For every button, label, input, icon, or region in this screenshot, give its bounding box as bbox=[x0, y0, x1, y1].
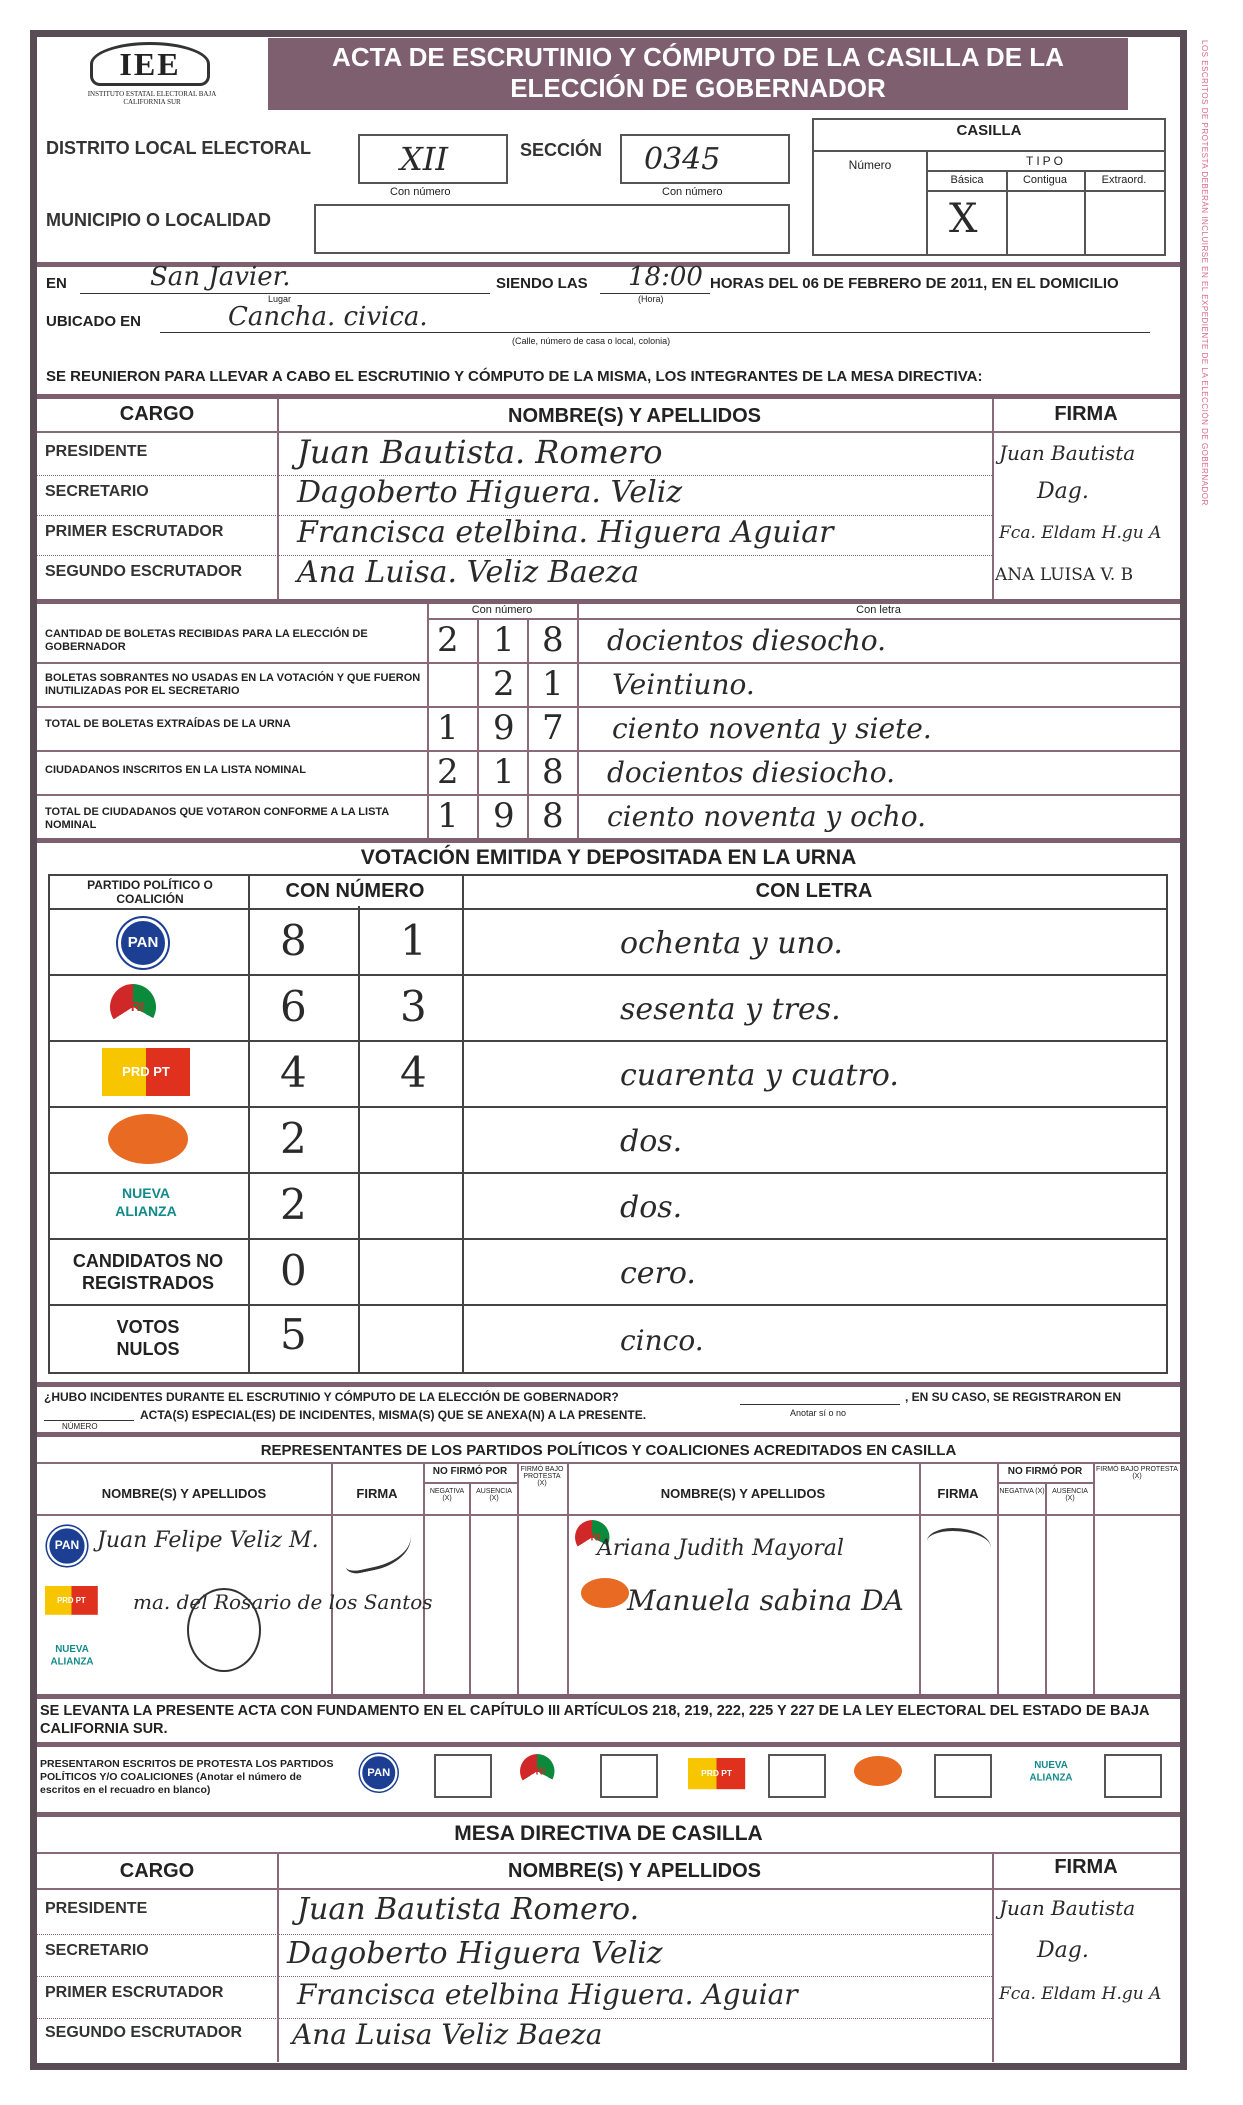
rep-nombre[interactable]: Juan Felipe Veliz M. bbox=[97, 1528, 319, 1553]
vote-d1[interactable]: 2 bbox=[280, 1180, 307, 1229]
count-letra[interactable]: ciento noventa y siete. bbox=[612, 712, 932, 745]
tipo-v2 bbox=[1084, 170, 1086, 254]
casilla-numero: Número bbox=[848, 158, 892, 172]
protesta-box-nueva-alianza[interactable] bbox=[1104, 1754, 1162, 1798]
official-cargo: PRIMER ESCRUTADOR bbox=[45, 523, 224, 540]
mesa-row bbox=[37, 1890, 1180, 1932]
rep-nombre[interactable]: Manuela sabina DA bbox=[627, 1584, 904, 1617]
en-label: EN bbox=[46, 275, 67, 292]
reps-nofirmo-right: NO FIRMÓ POR bbox=[1007, 1466, 1083, 1477]
vote-d2[interactable]: 3 bbox=[400, 982, 427, 1031]
officials-cargo-header: CARGO bbox=[119, 403, 195, 425]
counts-numero-header: Con número bbox=[471, 604, 533, 616]
nueva-alianza-logo-icon: NUEVA ALIANZA bbox=[115, 1185, 177, 1219]
mesa-nombre[interactable]: Juan Bautista Romero. bbox=[297, 1892, 640, 1927]
count-row bbox=[37, 662, 1180, 706]
district-sub: Con número bbox=[390, 186, 451, 198]
votes-party-header: PARTIDO POLÍTICO O COALICIÓN bbox=[87, 878, 213, 906]
pri-logo-icon: PRI bbox=[575, 1520, 610, 1555]
count-label: CIUDADANOS INSCRITOS EN LA LISTA NOMINAL bbox=[45, 764, 306, 776]
rep-nombre[interactable]: ma. del Rosario de los Santos bbox=[133, 1590, 433, 1614]
mesa-table bbox=[37, 1852, 1180, 2062]
reps-protesta-left: FIRMÓ BAJO PROTESTA (X) bbox=[520, 1466, 564, 1487]
mesa-nombre[interactable]: Ana Luisa Veliz Baeza bbox=[292, 2018, 603, 2051]
vote-d1[interactable]: 6 bbox=[280, 982, 307, 1031]
count-label: TOTAL DE BOLETAS EXTRAÍDAS DE LA URNA bbox=[45, 718, 291, 730]
counts-letra-header: Con letra bbox=[856, 604, 901, 616]
count-letra[interactable]: Veintiuno. bbox=[612, 668, 755, 701]
vote-letra[interactable]: cuarenta y cuatro. bbox=[620, 1058, 899, 1093]
official-row bbox=[37, 555, 1180, 595]
count-row bbox=[37, 750, 1180, 794]
vote-row bbox=[50, 976, 1166, 1040]
count-d1[interactable]: 2 bbox=[437, 752, 459, 792]
section-label: SECCIÓN bbox=[520, 140, 603, 160]
casilla-box bbox=[812, 118, 1166, 256]
reps-protesta-right: FIRMÓ BAJO PROTESTA (X) bbox=[1096, 1466, 1178, 1480]
vote-row bbox=[50, 1042, 1166, 1106]
reps-negativa-right: NEGATIVA (X) bbox=[999, 1488, 1045, 1495]
band-7 bbox=[37, 1694, 1180, 1699]
count-row bbox=[37, 618, 1180, 662]
reps-nombre-header-right: NOMBRE(S) Y APELLIDOS bbox=[660, 1486, 826, 1501]
pri-logo-icon: PRI bbox=[520, 1754, 555, 1789]
reps-nofirmo-line-left bbox=[423, 1482, 517, 1484]
section-field[interactable] bbox=[620, 134, 790, 184]
band-6 bbox=[37, 1432, 1180, 1437]
official-nombre[interactable]: Ana Luisa. Veliz Baeza bbox=[297, 555, 640, 590]
horas-text: HORAS DEL 06 DE FEBRERO DE 2011, EN EL DOMICILIO bbox=[710, 275, 1119, 292]
protesta-box-pri[interactable] bbox=[600, 1754, 658, 1798]
incidents-question: ¿HUBO INCIDENTES DURANTE EL ESCRUTINIO Y CÓMPUTO DE LA ELECCIÓN DE GOBERNADOR? bbox=[44, 1390, 619, 1404]
reps-ausencia-right: AUSENCIA (X) bbox=[1052, 1488, 1088, 1502]
count-row bbox=[37, 706, 1180, 750]
nueva-alianza-logo-icon: NUEVA ALIANZA bbox=[50, 1642, 94, 1667]
reps-hline-head bbox=[37, 1514, 1180, 1516]
mesa-row bbox=[37, 1976, 1180, 2018]
reunion-text: SE REUNIERON PARA LLEVAR A CABO EL ESCRUTINIO Y CÓMPUTO DE LA MISMA, LOS INTEGRANTES DE LA MESA DIRECTIVA: bbox=[46, 368, 983, 385]
lugar-sub: Lugar bbox=[268, 294, 292, 304]
ubicado-label: UBICADO EN bbox=[46, 313, 142, 330]
official-firma[interactable]: ANA LUISA V. B bbox=[995, 565, 1134, 585]
tipo-divider2 bbox=[928, 190, 1164, 192]
logo-text: IEE bbox=[119, 46, 181, 82]
logo-subtitle: INSTITUTO ESTATAL ELECTORAL BAJA CALIFORNIA SUR bbox=[87, 90, 217, 106]
vote-d1[interactable]: 0 bbox=[280, 1246, 307, 1295]
protesta-box-convergencia[interactable] bbox=[934, 1754, 992, 1798]
mesa-nombre[interactable]: Francisca etelbina Higuera. Aguiar bbox=[297, 1978, 798, 2011]
official-firma[interactable]: Juan Bautista bbox=[999, 441, 1136, 465]
pri-logo-icon: PRI bbox=[110, 984, 156, 1030]
incidents-numero: NÚMERO bbox=[62, 1422, 98, 1431]
pan-logo-icon: PAN bbox=[118, 918, 168, 968]
count-letra[interactable]: ciento noventa y ocho. bbox=[607, 800, 926, 833]
mesa-nombre[interactable]: Dagoberto Higuera Veliz bbox=[287, 1936, 663, 1971]
ubicado-underline bbox=[160, 332, 1150, 333]
basica-mark[interactable]: X bbox=[949, 196, 978, 242]
protesta-text: PRESENTARON ESCRITOS DE PROTESTA LOS PARTIDOS POLÍTICOS Y/O COALICIONES (Anotar el número de escritos en el recuadro en blanco) bbox=[40, 1758, 334, 1796]
tipo-v1 bbox=[1006, 170, 1008, 254]
casilla-extraord: Extraord. bbox=[1101, 174, 1147, 186]
rep-row bbox=[37, 1518, 567, 1576]
hora-sub: (Hora) bbox=[638, 294, 664, 304]
official-cargo: PRESIDENTE bbox=[45, 443, 148, 460]
officials-table bbox=[37, 399, 1180, 599]
reps-firma-header-left: FIRMA bbox=[356, 1486, 398, 1501]
count-d3[interactable]: 8 bbox=[542, 752, 564, 792]
band-5 bbox=[37, 1382, 1180, 1387]
count-d2[interactable]: 1 bbox=[493, 752, 515, 792]
official-firma[interactable]: Fca. Eldam H.gu A bbox=[999, 523, 1162, 543]
mesa-title: MESA DIRECTIVA DE CASILLA bbox=[454, 1822, 763, 1845]
convergencia-logo-icon bbox=[854, 1756, 902, 1789]
vote-letra[interactable]: ochenta y uno. bbox=[620, 926, 843, 961]
mesa-cargo: PRIMER ESCRUTADOR bbox=[45, 1984, 224, 2001]
vote-party-label: CANDIDATOS NO REGISTRADOS bbox=[72, 1251, 224, 1293]
count-letra[interactable]: docientos diesocho. bbox=[607, 624, 887, 657]
mesa-firma-header: FIRMA bbox=[1054, 1856, 1118, 1878]
protesta-row bbox=[352, 1750, 1172, 1806]
vote-row bbox=[50, 1108, 1166, 1172]
vote-row bbox=[50, 1240, 1166, 1304]
count-label: CANTIDAD DE BOLETAS RECIBIDAS PARA LA ELECCIÓN DE GOBERNADOR bbox=[45, 628, 368, 653]
hora-value: 18:00 bbox=[628, 262, 703, 292]
count-d3[interactable]: 8 bbox=[542, 796, 564, 836]
vote-row bbox=[50, 1174, 1166, 1238]
reps-nofirmo-left: NO FIRMÓ POR bbox=[432, 1466, 508, 1477]
rep-row bbox=[567, 1518, 1180, 1576]
rep-row bbox=[567, 1576, 1180, 1634]
mesa-row bbox=[37, 2018, 1180, 2058]
convergencia-logo-icon bbox=[108, 1114, 188, 1169]
side-note: LOS ESCRITOS DE PROTESTA DEBERÁN INCLUIRSE EN EL EXPEDIENTE DE LA ELECCIÓN DE GOBERNADOR bbox=[1200, 40, 1209, 506]
count-d1[interactable]: 1 bbox=[437, 708, 459, 748]
vote-d2[interactable]: 1 bbox=[400, 916, 427, 965]
tipo-divider bbox=[928, 170, 1164, 172]
municipio-label: MUNICIPIO O LOCALIDAD bbox=[46, 210, 271, 230]
band-9 bbox=[37, 1812, 1180, 1817]
pan-logo-icon: PAN bbox=[360, 1754, 398, 1792]
count-d2[interactable]: 9 bbox=[493, 708, 515, 748]
reps-title: REPRESENTANTES DE LOS PARTIDOS POLÍTICOS Y COALICIONES ACREDITADOS EN CASILLA bbox=[260, 1442, 957, 1459]
vote-letra[interactable]: cinco. bbox=[620, 1324, 704, 1357]
band-4 bbox=[37, 838, 1180, 843]
ubicado-value: Cancha. civica. bbox=[228, 302, 428, 332]
incidents-answer-line[interactable] bbox=[740, 1404, 900, 1405]
protesta-box-prd-pt[interactable] bbox=[768, 1754, 826, 1798]
rep-row bbox=[37, 1576, 567, 1634]
count-letra[interactable]: docientos diesiocho. bbox=[607, 756, 896, 789]
official-nombre[interactable]: Dagoberto Higuera. Veliz bbox=[297, 475, 683, 510]
official-cargo: SEGUNDO ESCRUTADOR bbox=[45, 563, 243, 580]
vote-d1[interactable]: 4 bbox=[280, 1048, 307, 1097]
vote-d1[interactable]: 8 bbox=[280, 916, 307, 965]
district-value: XII bbox=[400, 140, 449, 178]
votes-letra-header: CON LETRA bbox=[755, 880, 873, 902]
vote-letra[interactable]: cero. bbox=[620, 1256, 696, 1291]
rep-signature-scribble bbox=[927, 1528, 991, 1561]
count-d1[interactable]: 2 bbox=[437, 620, 459, 660]
convergencia-logo-icon bbox=[581, 1578, 629, 1611]
band-8 bbox=[37, 1742, 1180, 1747]
prd-pt-logo-icon: PRD PT bbox=[45, 1586, 98, 1615]
official-row bbox=[37, 515, 1180, 555]
section-sub: Con número bbox=[662, 186, 723, 198]
mesa-cargo: SEGUNDO ESCRUTADOR bbox=[45, 2024, 243, 2041]
votes-numero-header: CON NÚMERO bbox=[285, 880, 425, 902]
mesa-firma[interactable]: Fca. Eldam H.gu A bbox=[999, 1984, 1162, 2004]
pan-logo-icon: PAN bbox=[47, 1526, 87, 1566]
reps-firma-header-right: FIRMA bbox=[937, 1486, 979, 1501]
reps-table bbox=[37, 1462, 1180, 1694]
casilla-basica: Básica bbox=[950, 174, 984, 186]
rep-nombre[interactable]: Ariana Judith Mayoral bbox=[597, 1536, 844, 1561]
vote-letra[interactable]: dos. bbox=[620, 1124, 683, 1159]
count-d2[interactable]: 9 bbox=[493, 796, 515, 836]
rep-row bbox=[37, 1634, 567, 1692]
municipio-field[interactable] bbox=[314, 204, 790, 254]
official-firma[interactable]: Dag. bbox=[1037, 479, 1089, 504]
reps-ausencia-left: AUSENCIA (X) bbox=[476, 1488, 512, 1502]
count-label: BOLETAS SOBRANTES NO USADAS EN LA VOTACIÓN Y QUE FUERON INUTILIZADAS POR EL SECRETARIO bbox=[45, 672, 421, 697]
vote-letra[interactable]: sesenta y tres. bbox=[620, 992, 841, 1027]
mesa-cargo: PRESIDENTE bbox=[45, 1900, 148, 1917]
vote-d2[interactable]: 4 bbox=[400, 1048, 427, 1097]
mesa-cargo: SECRETARIO bbox=[45, 1942, 149, 1959]
reps-nombre-header-left: NOMBRE(S) Y APELLIDOS bbox=[101, 1486, 267, 1501]
protesta-box-pan[interactable] bbox=[434, 1754, 492, 1798]
calle-note: (Calle, número de casa o local, colonia) bbox=[512, 336, 671, 346]
count-row bbox=[37, 794, 1180, 838]
officials-firma-header: FIRMA bbox=[1054, 403, 1118, 425]
reps-negativa-left: NEGATIVA (X) bbox=[429, 1488, 465, 1502]
casilla-title: CASILLA bbox=[956, 122, 1022, 139]
count-label: TOTAL DE CIUDADANOS QUE VOTARON CONFORME A LA LISTA NOMINAL bbox=[45, 806, 389, 831]
count-d3[interactable]: 1 bbox=[542, 664, 564, 704]
incidents-line2: ACTA(S) ESPECIAL(ES) DE INCIDENTES, MISMA(S) QUE SE ANEXA(N) A LA PRESENTE. bbox=[140, 1408, 647, 1422]
prd-pt-logo-icon: PRD PT bbox=[688, 1758, 745, 1789]
counts-table bbox=[37, 604, 1180, 838]
vote-d1[interactable]: 5 bbox=[280, 1310, 307, 1359]
casilla-tipo: TIPO bbox=[1025, 154, 1066, 168]
fundamento-text: SE LEVANTA LA PRESENTE ACTA CON FUNDAMENTO EN EL CAPÍTULO III ARTÍCULOS 218, 219, 222, 225 Y 227 DE LA LEY ELECTORAL DEL ESTADO DE BAJA CALIFORNIA SUR. bbox=[40, 1703, 1149, 1737]
vote-row bbox=[50, 910, 1166, 974]
official-nombre[interactable]: Juan Bautista. Romero bbox=[297, 433, 663, 471]
mesa-row bbox=[37, 1934, 1180, 1976]
mesa-nombre-header: NOMBRE(S) Y APELLIDOS bbox=[508, 1860, 761, 1882]
iee-logo bbox=[72, 40, 232, 116]
casilla-contigua: Contigua bbox=[1022, 174, 1068, 186]
district-label: DISTRITO LOCAL ELECTORAL bbox=[46, 138, 312, 158]
en-value: San Javier. bbox=[150, 262, 291, 292]
official-nombre[interactable]: Francisca etelbina. Higuera Aguiar bbox=[297, 515, 834, 550]
rep-signature-scribble bbox=[338, 1517, 416, 1576]
reps-nofirmo-line-right bbox=[997, 1482, 1093, 1484]
count-d2[interactable]: 2 bbox=[493, 664, 515, 704]
incidents-anotar: Anotar sí o no bbox=[790, 1408, 847, 1418]
logo-mark bbox=[90, 42, 210, 86]
mesa-firma[interactable]: Dag. bbox=[1037, 1938, 1089, 1963]
officials-nombre-header: NOMBRE(S) Y APELLIDOS bbox=[508, 405, 761, 427]
siendo-label: SIENDO LAS bbox=[496, 275, 588, 292]
official-row bbox=[37, 433, 1180, 473]
page-subtitle: ELECCIÓN DE GOBERNADOR bbox=[510, 73, 886, 103]
count-d2[interactable]: 1 bbox=[493, 620, 515, 660]
nueva-alianza-logo-icon: NUEVA ALIANZA bbox=[1029, 1758, 1073, 1783]
votes-table bbox=[48, 874, 1168, 1374]
incidents-number-line[interactable] bbox=[44, 1420, 134, 1421]
page-title: ACTA DE ESCRUTINIO Y CÓMPUTO DE LA CASILLA DE LA bbox=[332, 42, 1064, 72]
mesa-firma[interactable]: Juan Bautista bbox=[999, 1896, 1136, 1920]
title-banner bbox=[268, 38, 1128, 110]
section-value: 0345 bbox=[644, 142, 721, 177]
vote-letra[interactable]: dos. bbox=[620, 1190, 683, 1225]
vote-row bbox=[50, 1306, 1166, 1370]
casilla-divider bbox=[814, 150, 1164, 152]
vote-party-label: VOTOS NULOS bbox=[116, 1317, 180, 1359]
district-field[interactable] bbox=[358, 134, 508, 184]
count-d1[interactable]: 1 bbox=[437, 796, 459, 836]
incidents-tail: , EN SU CASO, SE REGISTRARON EN bbox=[905, 1390, 1122, 1404]
official-cargo: SECRETARIO bbox=[45, 483, 149, 500]
mesa-cargo-header: CARGO bbox=[119, 1860, 195, 1882]
votes-title: VOTACIÓN EMITIDA Y DEPOSITADA EN LA URNA bbox=[360, 846, 857, 869]
vote-d1[interactable]: 2 bbox=[280, 1114, 307, 1163]
prd-pt-logo-icon: PRD PT bbox=[102, 1048, 190, 1096]
count-d3[interactable]: 8 bbox=[542, 620, 564, 660]
count-d3[interactable]: 7 bbox=[542, 708, 564, 748]
official-row bbox=[37, 475, 1180, 515]
